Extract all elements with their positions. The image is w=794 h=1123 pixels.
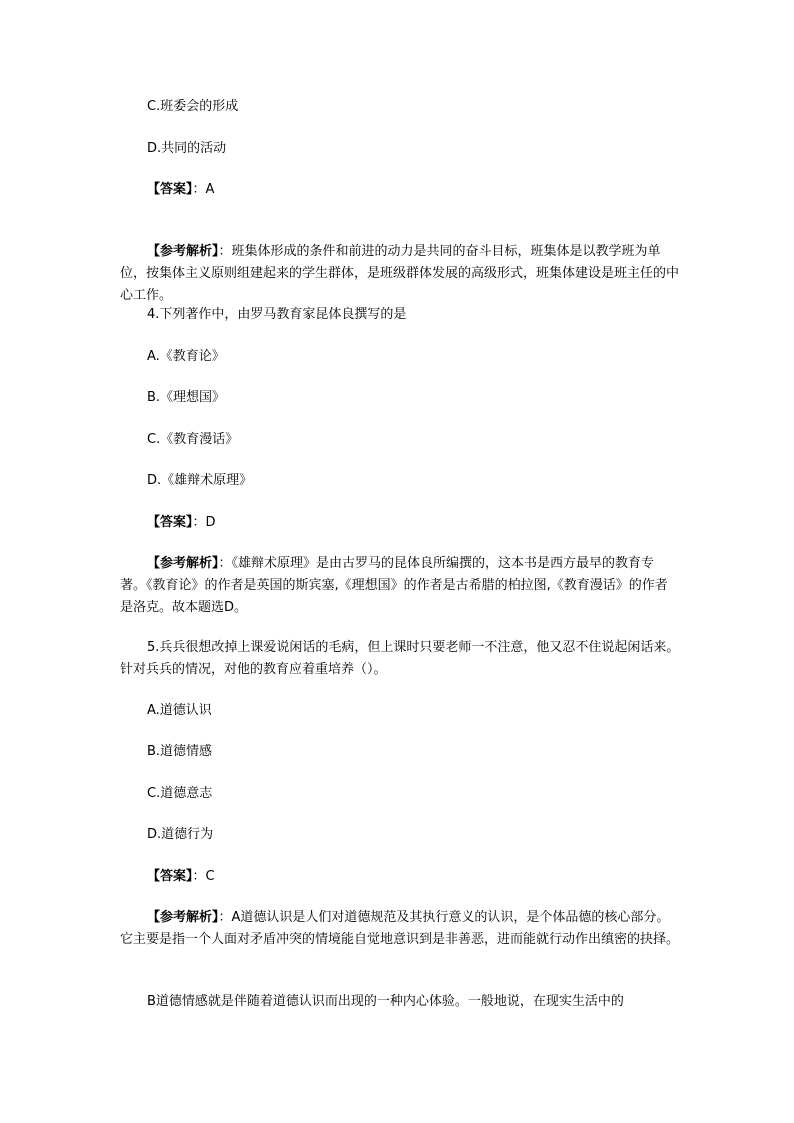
q4-answer-value: ：D [192, 515, 216, 530]
q5-answer [147, 866, 215, 888]
q5-analysis-b: B道德情感就是伴随着道德认识而出现的一种内心体验。一般地说，在现实生活中的 [147, 994, 624, 1009]
q5-analysis-label: 【参考解析】 [147, 910, 219, 925]
q4-analysis [120, 553, 680, 619]
q4-option-b: B.《理想国》 [147, 390, 226, 405]
q3-answer [147, 179, 214, 201]
q4-option-d: D.《雄辩术原理》 [147, 473, 253, 488]
q4-question: 4.下列著作中，由罗马教育家昆体良撰写的是 [147, 307, 407, 322]
q3-answer-label: 【答案】 [147, 182, 193, 197]
q5-option-b: B.道德情感 [147, 744, 213, 759]
q3-analysis-label: 【参考解析】 [147, 244, 219, 259]
q4-answer [147, 512, 216, 534]
q3-analysis [120, 241, 680, 307]
q4-analysis-text: ：《雄辩术原理》是由古罗马的昆体良所编撰的，这本书是西方最早的教育专著。《教育论》的作者是英国的斯宾塞,《理想国》的作者是古希腊的柏拉图,《教育漫话》的作者是洛克。故本题选D。 [120, 556, 668, 615]
q5-question: 5.兵兵很想改掉上课爱说闲话的毛病，但上课时只要老师一不注意，他又忍不住说起闲话来。针对兵兵的情况，对他的教育应着重培养（）。 [120, 640, 680, 677]
q5-answer-label: 【答案】 [147, 869, 193, 884]
q3-answer-value: ：A [192, 182, 215, 197]
q4-answer-label: 【答案】 [147, 515, 193, 530]
q5-option-c: C.道德意志 [147, 786, 213, 801]
q5-option-a: A.道德认识 [147, 703, 212, 718]
q4-option-a: A.《教育论》 [147, 349, 225, 364]
q3-option-c: C.班委会的形成 [147, 99, 239, 114]
q5-analysis [120, 907, 680, 951]
q3-analysis-text: ：班集体形成的条件和前进的动力是共同的奋斗目标，班集体是以教学班为单位，按集体主义原则组建起来的学生群体，是班级群体发展的高级形式，班集体建设是班主任的中心工作。 [120, 244, 680, 303]
q3-option-d: D.共同的活动 [147, 141, 227, 156]
q5-option-d: D.道德行为 [147, 827, 214, 842]
q5-analysis-text: ：A道德认识是人们对道德规范及其执行意义的认识，是个体品德的核心部分。它主要是指一个人面对矛盾冲突的情境能自觉地意识到是非善恶，进而能就行动作出缜密的抉择。 [120, 910, 680, 947]
q5-answer-value: ：C [192, 869, 215, 884]
q4-analysis-label: 【参考解析】 [147, 556, 219, 571]
q4-option-c: C.《教育漫话》 [147, 432, 239, 447]
